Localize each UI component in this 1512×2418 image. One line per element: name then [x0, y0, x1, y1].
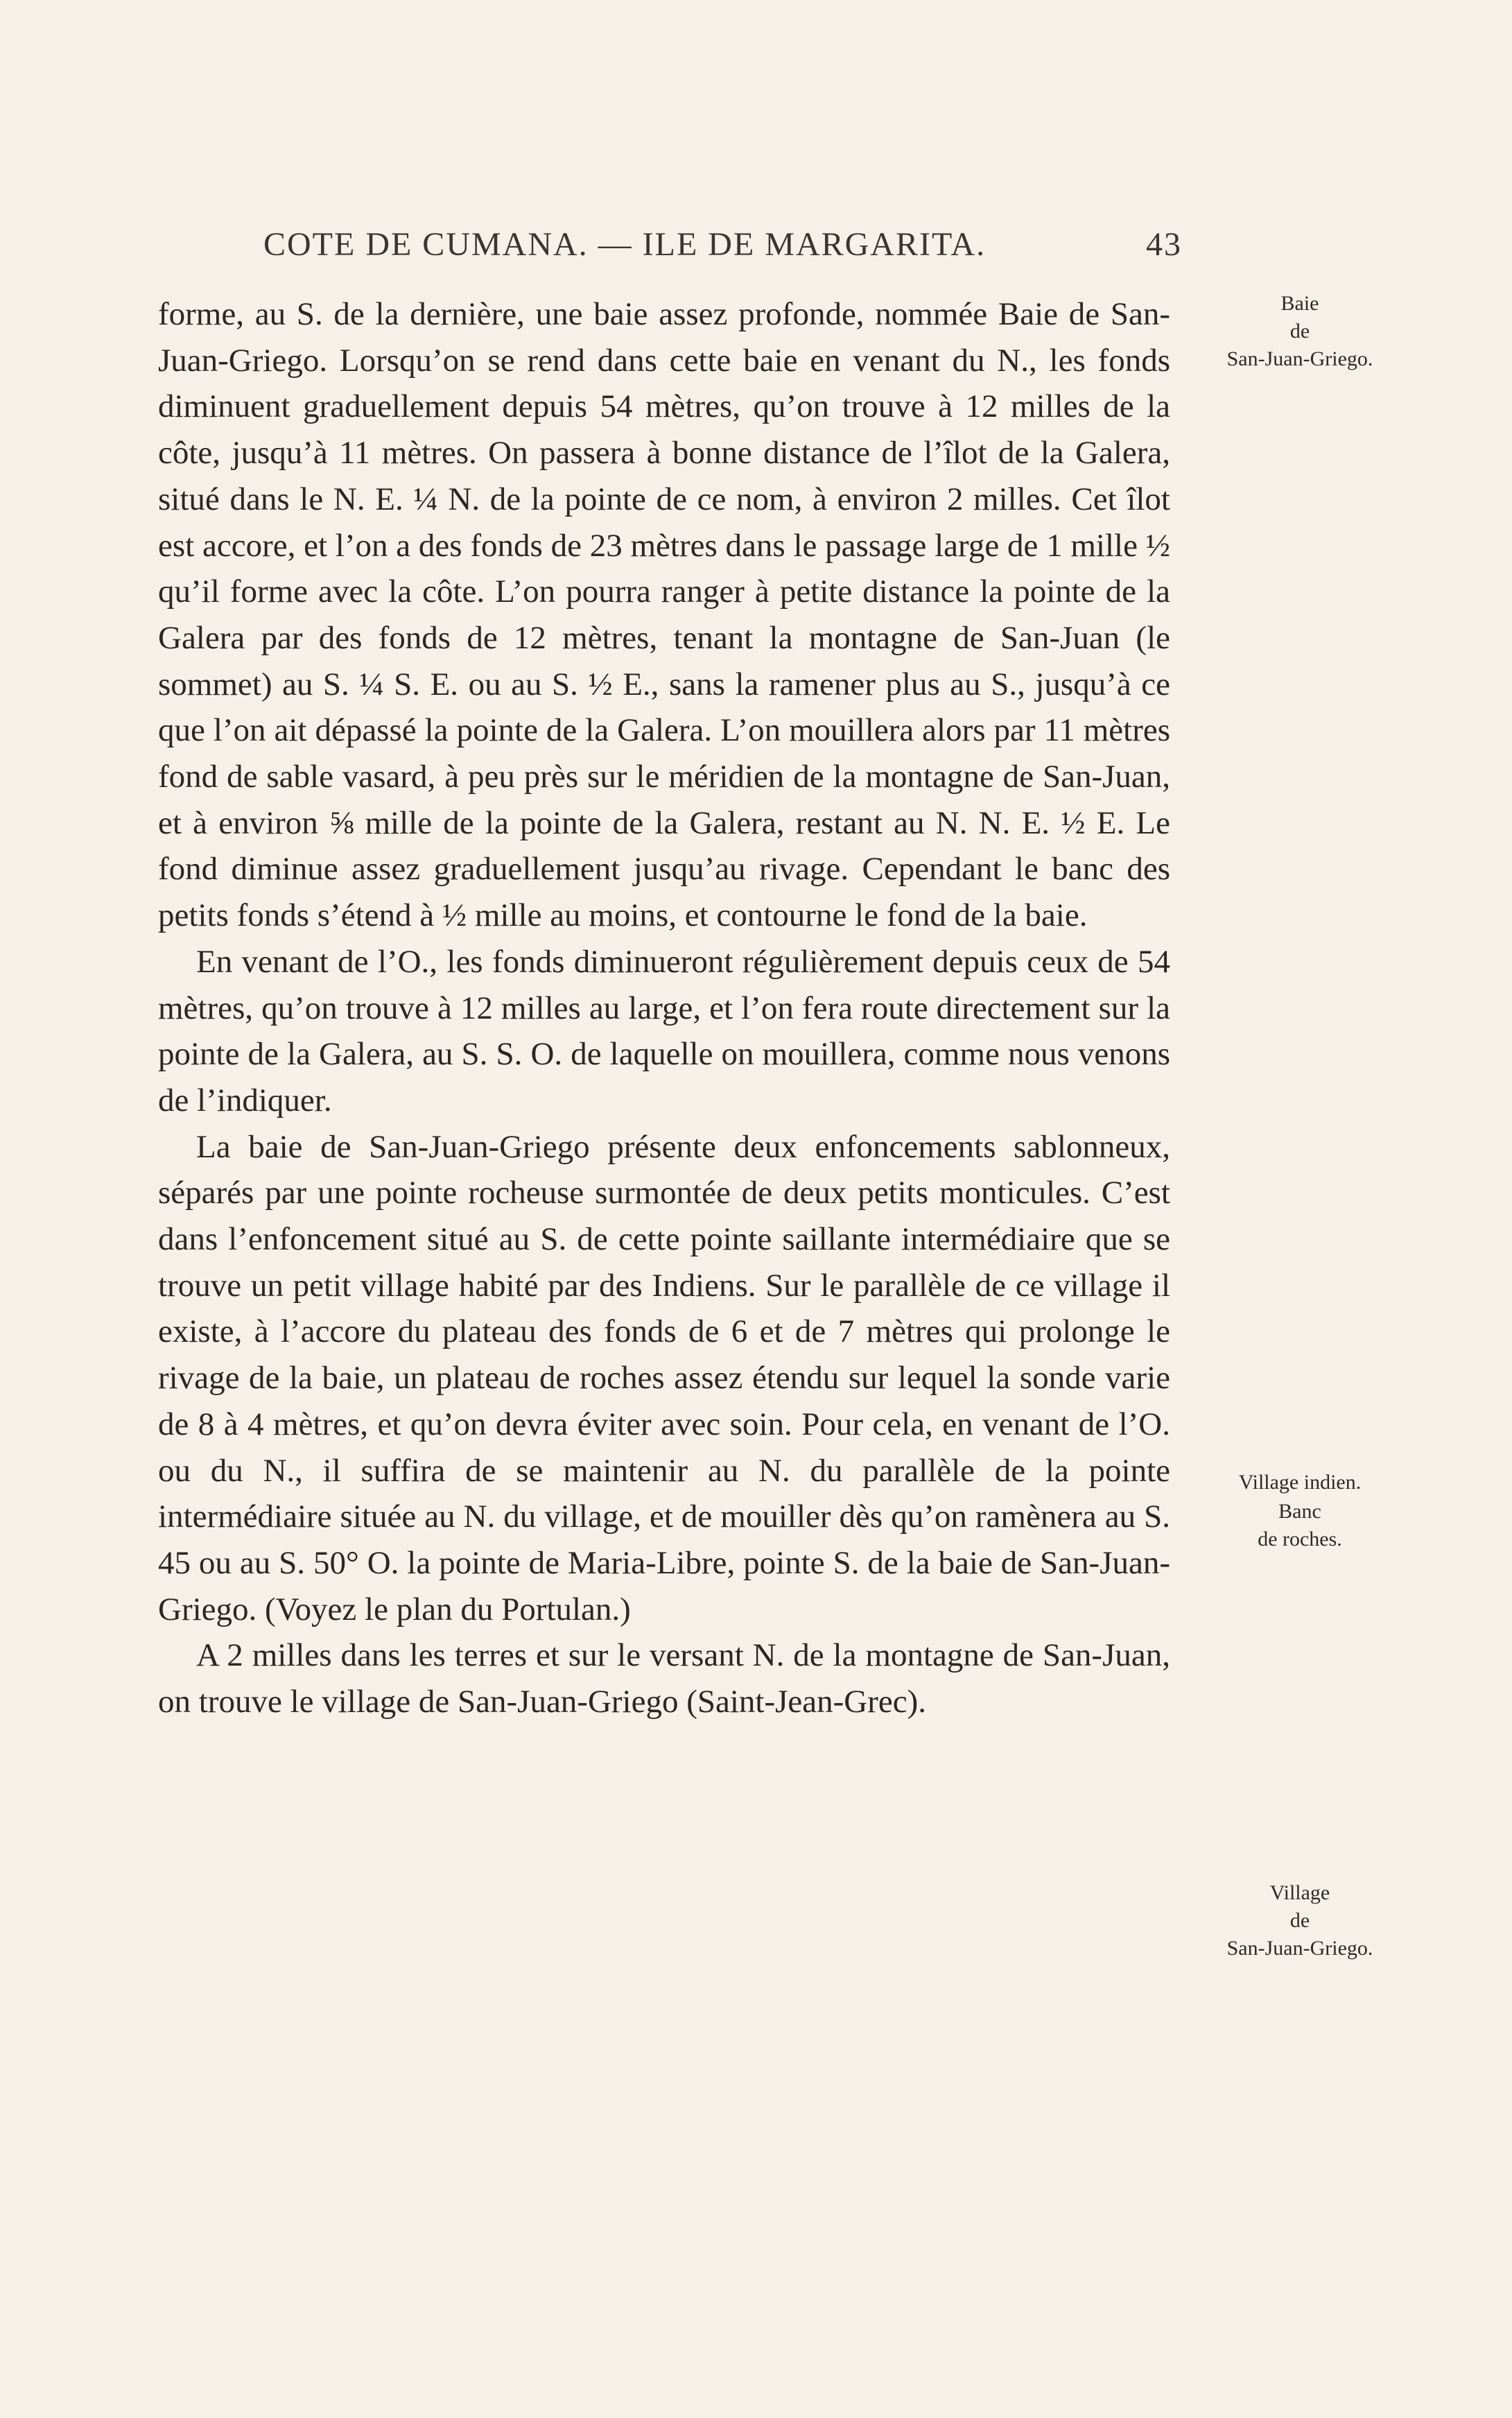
paragraph-3: La baie de San-Juan-Griego présente deux enfoncements sablonneux, séparés par une pointe rocheuse surmontée de deux petits monticules. C’est dans l’enfoncement situé au S. de cette pointe saillante intermédiaire que se trouve un petit village habité par des Indiens. Sur le parallèle de ce village il existe, à l’accore du plateau des fonds de 6 et de 7 mètres qui prolonge le rivage de la baie, un plateau de roches assez étendu sur lequel la sonde varie de 8 à 4 mètres, et qu’on devra éviter avec soin. Pour cela, en venant de l’O. ou du N., il suffira de se maintenir au N. du parallèle de la pointe intermédiaire située au N. du village, et de mouiller dès qu’on ramènera au S. 45 ou au S. 50° O. la pointe de Maria-Libre, pointe S. de la baie de San-Juan-Griego. (Voyez le plan du Portulan.) — [158, 1128, 1170, 1627]
margin-note-line: de — [1289, 320, 1310, 343]
body-text — [158, 291, 1170, 1725]
running-header — [263, 225, 1182, 281]
running-title: COTE DE CUMANA. — ILE DE MARGARITA. — [263, 226, 987, 263]
margin-note-baie — [1182, 290, 1418, 373]
page-number: 43 — [1146, 226, 1182, 263]
paragraph-4: A 2 milles dans les terres et sur le versant N. de la montagne de San-Juan, on trouve le village de San-Juan-Griego (Saint-Jean-Grec). — [158, 1637, 1170, 1720]
margin-note-line: de roches. — [1258, 1528, 1342, 1551]
margin-note-line: San-Juan-Griego. — [1226, 347, 1373, 370]
margin-note-village-indien — [1182, 1469, 1418, 1496]
paragraph-1: forme, au S. de la dernière, une baie assez profonde, nommée Baie de San-Juan-Griego. Lorsqu’on se rend dans cette baie en venant du N., les fonds diminuent graduellement depuis 54 mètres, qu’on trouve à 12 milles de la côte, jusqu’à 11 mètres. On passera à bonne distance de l’îlot de la Galera, situé dans le N. E. ¼ N. de la pointe de ce nom, à environ 2 milles. Cet îlot est accore, et l’on a des fonds de 23 mètres dans le passage large de 1 mille ½ qu’il forme avec la côte. L’on pourra ranger à petite distance la pointe de la Galera par des fonds de 12 mètres, tenant la montagne de San-Juan (le sommet) au S. ¼ S. E. ou au S. ½ E., sans la ramener plus au S., jusqu’à ce que l’on ait dépassé la pointe de la Galera. L’on mouillera alors par 11 mètres fond de sable vasard, à peu près sur le méridien de la montagne de San-Juan, et à environ ⅝ mille de la pointe de la Galera, restant au N. N. E. ½ E. Le fond diminue assez graduellement jusqu’au rivage. Cependant le banc des petits fonds s’étend à ½ mille au moins, et contourne le fond de la baie. — [158, 296, 1170, 934]
margin-note-line: de — [1289, 1909, 1310, 1932]
margin-note-banc — [1182, 1498, 1418, 1553]
margin-note-line: Village — [1269, 1881, 1330, 1904]
margin-note-line: Banc — [1278, 1500, 1321, 1523]
margin-note-line: San-Juan-Griego. — [1226, 1937, 1373, 1960]
paragraph-2: En venant de l’O., les fonds diminueront régulièrement depuis ceux de 54 mètres, qu’on trouve à 12 milles au large, et l’on fera route directement sur la pointe de la Galera, au S. S. O. de laquelle on mouillera, comme nous venons de l’indiquer. — [158, 943, 1170, 1119]
margin-note-village — [1182, 1879, 1418, 1962]
margin-note-line: Baie — [1280, 292, 1319, 315]
margin-note-line: Village indien. — [1238, 1471, 1362, 1494]
